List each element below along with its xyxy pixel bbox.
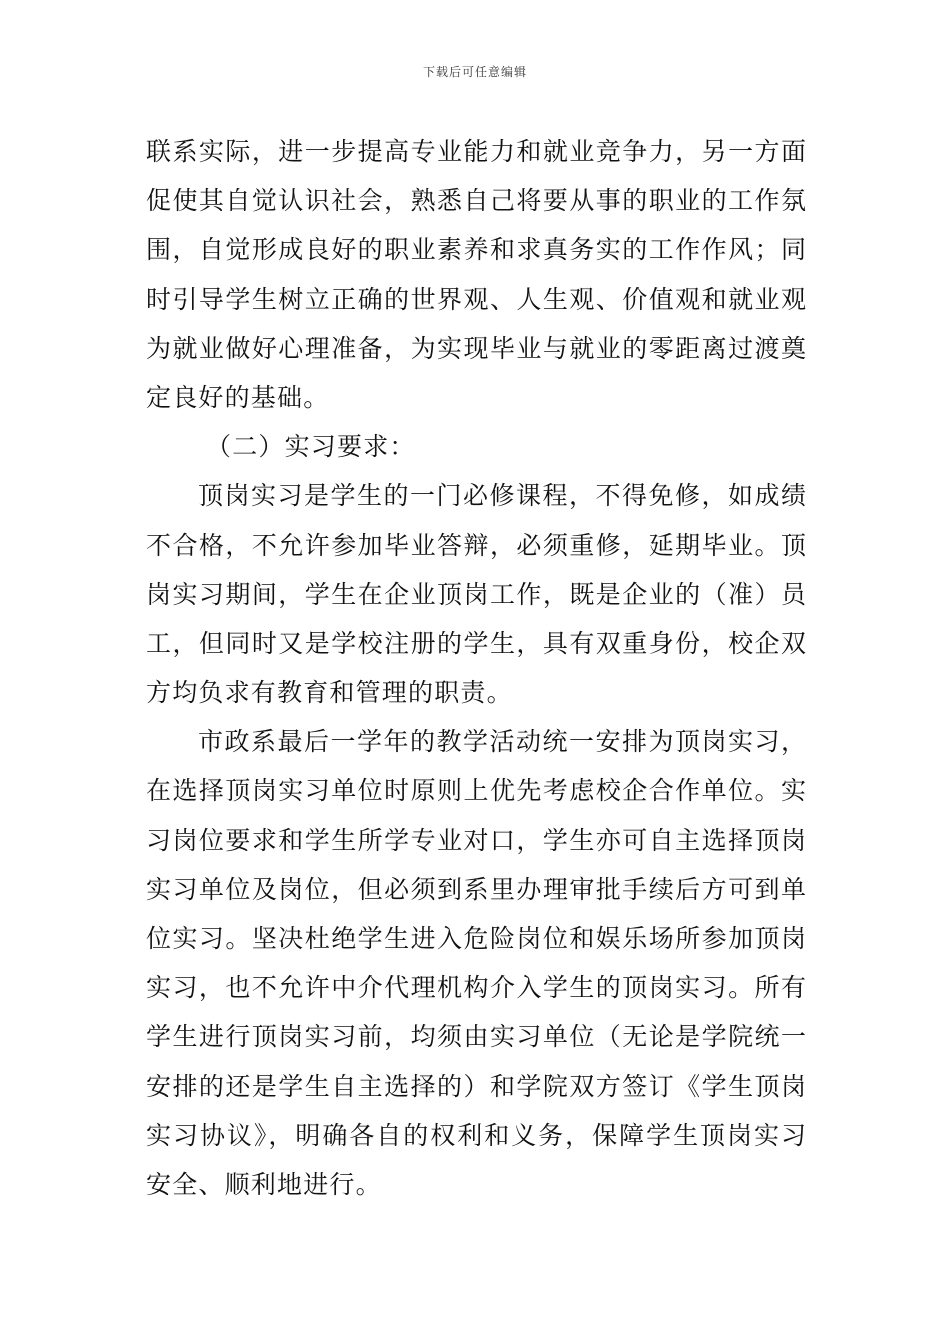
section-heading: （二）实习要求：: [206, 432, 416, 462]
text-line: 顶岗实习是学生的一门必修课程，不得免修，如成绩: [198, 481, 806, 511]
text-line: 不合格，不允许参加毕业答辩，必须重修，延期毕业。顶: [146, 530, 806, 560]
text-line: 安全、顺利地进行。: [146, 1169, 382, 1199]
text-line: 时引导学生树立正确的世界观、人生观、价值观和就业观: [146, 284, 806, 314]
text-line: 方均负求有教育和管理的职责。: [146, 678, 513, 708]
text-line: 工，但同时又是学校注册的学生，具有双重身份，校企双: [146, 628, 806, 658]
text-line: 促使其自觉认识社会，熟悉自己将要从事的职业的工作氛: [146, 186, 806, 216]
text-line: 在选择顶岗实习单位时原则上优先考虑校企合作单位。实: [146, 776, 806, 806]
text-line: 市政系最后一学年的教学活动统一安排为顶岗实习，: [198, 727, 806, 757]
text-line: 位实习。坚决杜绝学生进入危险岗位和娱乐场所参加顶岗: [146, 924, 806, 953]
text-line: 实习单位及岗位，但必须到系里办理审批手续后方可到单: [146, 874, 806, 904]
text-line: 为就业做好心理准备，为实现毕业与就业的零距离过渡奠: [146, 333, 806, 363]
document-body: [146, 127, 806, 1209]
text-line: 习岗位要求和学生所学专业对口，学生亦可自主选择顶岗: [146, 825, 806, 855]
text-line: 岗实习期间，学生在企业顶岗工作，既是企业的（准）员: [146, 579, 806, 609]
text-line: 安排的还是学生自主选择的）和学院双方签订《学生顶岗: [146, 1071, 806, 1101]
text-line: 实习协议》，明确各自的权利和义务，保障学生顶岗实习: [146, 1120, 806, 1150]
text-line: 联系实际，进一步提高专业能力和就业竞争力，另一方面: [146, 137, 806, 166]
text-line: 定良好的基础。: [146, 382, 330, 412]
text-line: 实习，也不允许中介代理机构介入学生的顶岗实习。所有: [146, 973, 806, 1003]
text-line: 围，自觉形成良好的职业素养和求真务实的工作作风；同: [146, 235, 806, 265]
text-line: 学生进行顶岗实习前，均须由实习单位（无论是学院统一: [146, 1022, 806, 1052]
page-header: 下载后可任意编辑: [422, 65, 527, 79]
